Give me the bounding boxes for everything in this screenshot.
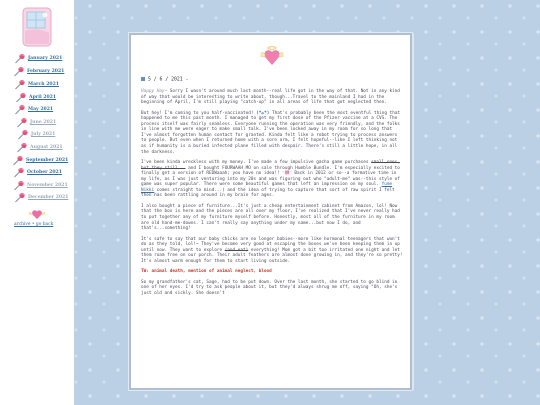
p3-text-b: and I bought FOURWAAH MO on sale through Humble Bundle. I'm especially excited to finally get a version of REDWaaah; you have no idea!! bbox=[141, 165, 400, 177]
pushpin-icon bbox=[13, 167, 25, 178]
post-content bbox=[141, 77, 403, 302]
archive-month-item[interactable] bbox=[16, 142, 78, 153]
pushpin-icon bbox=[15, 92, 27, 103]
link-separator: • bbox=[30, 222, 36, 227]
yume-nikki-link[interactable]: Yume Nikki bbox=[141, 182, 393, 193]
panel-edge bbox=[412, 33, 414, 390]
paragraph-1-text: Sorry I wasn't around much last month--real life got in the way of that. Not in any kind of way that would be interesting to write about, though...Travel to the mainland I had in the beginning of April, I'm still playing "catch-up" in all areas of life that got neglected then. bbox=[141, 89, 400, 106]
archive-month-item[interactable] bbox=[13, 180, 75, 191]
paragraph-6: So my grandfather's cat, Sage, had to be put down. Over the last month, she started to go blind in one of her eyes. I'd try to ask people about it, but they'd always shrug me off, saying "Oh, she's just old and sickly. She doesn't bbox=[141, 279, 398, 296]
archive-month-link[interactable]: January 2021 bbox=[28, 56, 63, 61]
paragraph-4: I also bought a piece of furniture...It's just a cheap entertainment cabinet from Amazon, lol! Now that the box is here and the pieces are all over my floor, I've realized that I've never really had to put together any of my furniture myself before. Honestly, most all of the furniture in my room are old hand-me-downs. I can't really say anything under my name...but now I do, and that's...something! bbox=[141, 203, 400, 232]
angel-heart-icon bbox=[259, 43, 285, 69]
archive-link[interactable]: archive bbox=[14, 222, 31, 227]
archive-month-link[interactable]: December 2021 bbox=[28, 195, 69, 200]
paragraph-3 bbox=[141, 160, 403, 199]
archive-month-item[interactable] bbox=[15, 92, 77, 103]
archive-month-link[interactable]: April 2021 bbox=[29, 95, 57, 100]
winged-heart-icon bbox=[28, 208, 46, 220]
archive-month-item[interactable] bbox=[13, 66, 75, 77]
p2-text-a: But hey! I'm coming to you half-vaccinated! bbox=[141, 110, 257, 116]
archive-month-link[interactable]: November 2021 bbox=[27, 183, 68, 188]
archive-month-item[interactable] bbox=[14, 104, 76, 115]
pushpin-icon bbox=[16, 142, 28, 153]
pushpin-icon bbox=[14, 53, 26, 64]
p3-emoticon: ♡೥♡ bbox=[282, 171, 292, 177]
paragraph-5 bbox=[141, 237, 403, 265]
archive-month-link[interactable]: October 2021 bbox=[27, 170, 62, 175]
post-date-text: 5 / 6 / 2021 - bbox=[148, 77, 189, 83]
pushpin-icon bbox=[14, 79, 26, 90]
mood-label: Happy Hay~ bbox=[141, 89, 168, 95]
trigger-warning: TW: animal death, mention of animal neglect, blood bbox=[141, 269, 272, 275]
pushpin-icon bbox=[13, 66, 25, 77]
archive-month-link[interactable]: May 2021 bbox=[28, 107, 54, 112]
pushpin-icon bbox=[16, 117, 28, 128]
archive-month-link[interactable]: September 2021 bbox=[26, 158, 69, 163]
calendar-icon bbox=[141, 77, 145, 81]
go-back-link[interactable]: go back bbox=[35, 222, 54, 227]
archive-month-item[interactable] bbox=[12, 155, 74, 166]
archive-month-link[interactable]: July 2021 bbox=[31, 132, 56, 137]
pushpin-icon bbox=[14, 104, 26, 115]
pushpin-icon bbox=[13, 180, 25, 191]
archive-month-item[interactable] bbox=[16, 117, 78, 128]
p5-text-a: It's safe to say that our baby chicks are no longer babies--more like hormonal teenagers that won't do as they told, lol!~ They've become very good at escaping the boxes we've been keeping them in up until now. They want to explore bbox=[141, 236, 400, 253]
pushpin-icon bbox=[14, 192, 26, 203]
p2-emoticon: (*௰*) bbox=[256, 110, 270, 116]
pushpin-icon bbox=[17, 129, 29, 140]
archive-month-link[interactable]: June 2021 bbox=[30, 120, 57, 125]
paragraph-1 bbox=[141, 89, 403, 106]
archive-month-link[interactable]: March 2021 bbox=[28, 82, 60, 87]
blog-post-panel bbox=[129, 33, 412, 390]
archive-month-item[interactable] bbox=[17, 129, 79, 140]
paragraph-2 bbox=[141, 111, 403, 155]
archive-month-item[interactable] bbox=[14, 79, 76, 90]
archive-month-link[interactable]: February 2021 bbox=[27, 69, 65, 74]
p3-text-a: I've been kinda wreckless with my money. I've made a few impulsive gacha game purchases bbox=[141, 160, 372, 166]
p5-strikethrough: (and eat) bbox=[224, 247, 249, 253]
p5-text-b: everything! Mom got a bit too irritated one night and let them roam free on our porch. Their adult feathers are almost done growing in, and they're so pretty! It's almost warm enough for them to start living outside. bbox=[141, 247, 403, 264]
archive-month-item[interactable] bbox=[13, 167, 75, 178]
pushpin-icon bbox=[12, 155, 24, 166]
p2-text-b: That's probably been the most eventful thing that happened to me this past month. I managed to get my first dose of the Pfizer vaccine at a CVS. The process itself was fairly seamless. Everyone running the operation was very friendly, and the folks in line with me were eager to make small talk. I've been locked away in my room for so long that I've almost forgotten human contact for granted. Kinda felt like a robot trying to process answers to people. But even when I returned home with a sore arm, I felt hopeful--like I left thinking not as if humanity is a buried infected plane filled with despair. There's still a little hope, in all the darkness. bbox=[141, 110, 401, 155]
window-logo-icon bbox=[21, 5, 53, 49]
p3-strikethrough: small ones, but they still... bbox=[141, 160, 400, 171]
archive-month-link[interactable]: August 2021 bbox=[30, 145, 63, 150]
footer-links bbox=[14, 222, 53, 227]
archive-month-item[interactable] bbox=[14, 53, 76, 64]
archive-month-item[interactable] bbox=[14, 192, 76, 203]
sidebar bbox=[0, 0, 74, 405]
post-date bbox=[141, 77, 403, 83]
p3-text-c: Back in 2012 or so--a formative time in my life, as I was just venturing into my 20s and was figuring out who "adult-me" was--this style of game was super popular. There were some beautiful games that left an impression on my soul. bbox=[141, 171, 400, 188]
p3-text-d: comes straight to mind...) and the idea of trying to capture that sort of raw spirit I felt then has been rattling around in my brain for ages. bbox=[141, 187, 395, 199]
